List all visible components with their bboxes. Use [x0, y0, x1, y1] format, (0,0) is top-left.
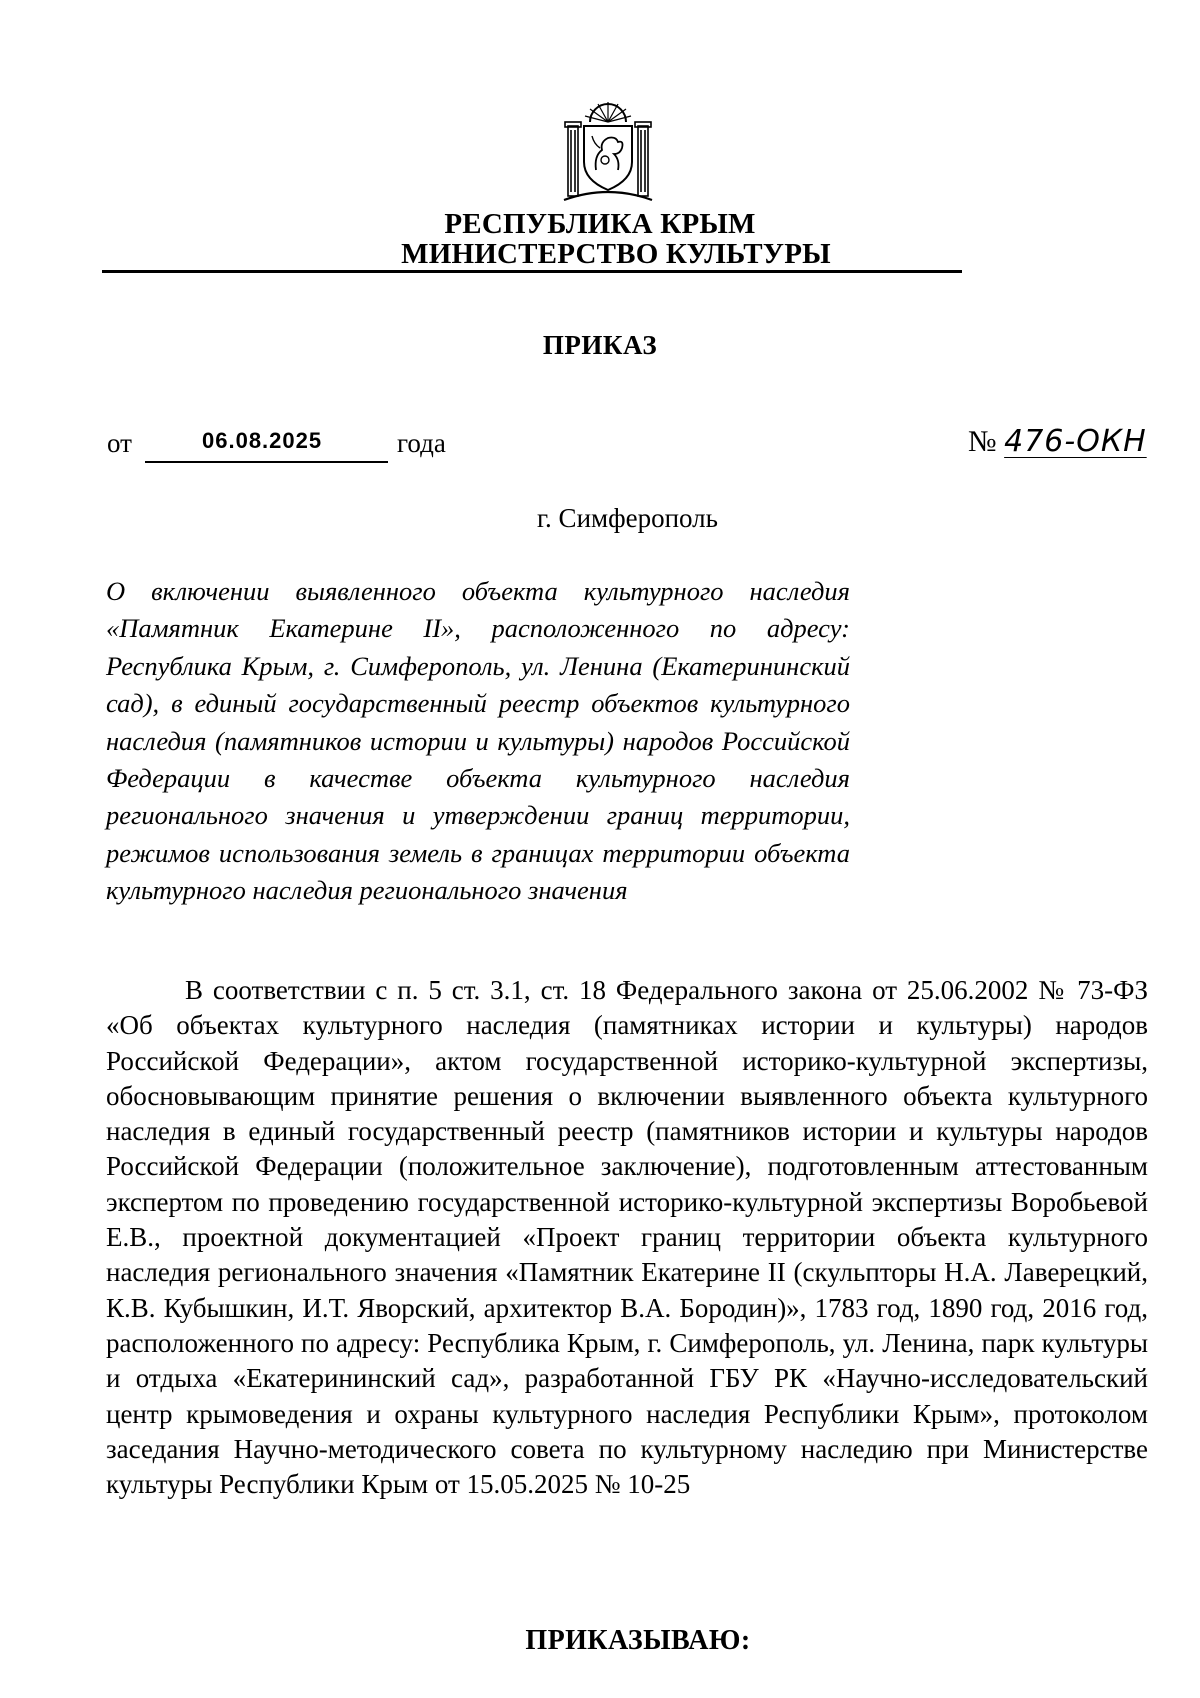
- ministry-title: МИНИСТЕРСТВО КУЛЬТУРЫ: [401, 238, 831, 270]
- date-underline: [145, 461, 388, 463]
- order-title: ПРИКАЗ: [542, 330, 658, 360]
- body-paragraph: В соответствии с п. 5 ст. 3.1, ст. 18 Федерального закона от 25.06.2002 № 73-ФЗ «Об объектах культурного наследия (памятниках истории и культуры) народов Российской Федерации», актом государственной историко-культурной экспертизы, обосновывающим принятие решения о включении выявленного объекта культурного наследия в единый государственный реестр (памятников истории и культуры народов Российской Федерации (положительное заключение), подготовленным аттестованным экспертом по проведению государственной историко-культурной экспертизы Воробьевой Е.В., проектной документацией «Проект границ территории объекта культурного наследия регионального значения «Памятник Екатерине II (скульпторы Н.А. Лаверецкий, К.В. Кубышкин, И.Т. Яворский, архитектор В.А. Бородин)», 1783 год, 1890 год, 2016 год, расположенного по адресу: Республика Крым, г. Симферополь, ул. Ленина, парк культуры и отдыха «Екатерининский сад», разработанной ГБУ РК «Научно-исследовательский центр крымоведения и охраны культурного наследия Республики Крым», протоколом заседания Научно-методического совета по культурному наследию при Министерстве культуры Республики Крым от 15.05.2025 № 10-25: [106, 975, 1148, 1500]
- date-prefix: от: [107, 428, 132, 458]
- order-number: [968, 424, 1147, 459]
- order-body: [106, 973, 1148, 1502]
- decree-heading: ПРИКАЗЫВАЮ:: [525, 1625, 751, 1656]
- header-rule: [102, 270, 962, 273]
- order-subject: О включении выявленного объекта культурного наследия «Памятник Екатерине II», расположенного по адресу: Республика Крым, г. Симферополь, ул. Ленина (Екатерининский сад), в единый государственный реестр объектов культурного наследия (памятников истории и культуры) народов Российской Федерации в качестве объекта культурного наследия регионального значения и утверждении границ территории, режимов использования земель в границах территории объекта культурного наследия регионального значения: [106, 576, 850, 906]
- order-number-value: 476-ОКН: [1004, 424, 1147, 459]
- crimea-coat-of-arms-icon: [560, 100, 656, 204]
- number-sign: №: [968, 425, 997, 458]
- date-suffix: года: [397, 428, 446, 458]
- city: г. Симферополь: [537, 503, 718, 533]
- order-date: 06.08.2025: [202, 428, 323, 453]
- republic-title: РЕСПУБЛИКА КРЫМ: [444, 208, 756, 240]
